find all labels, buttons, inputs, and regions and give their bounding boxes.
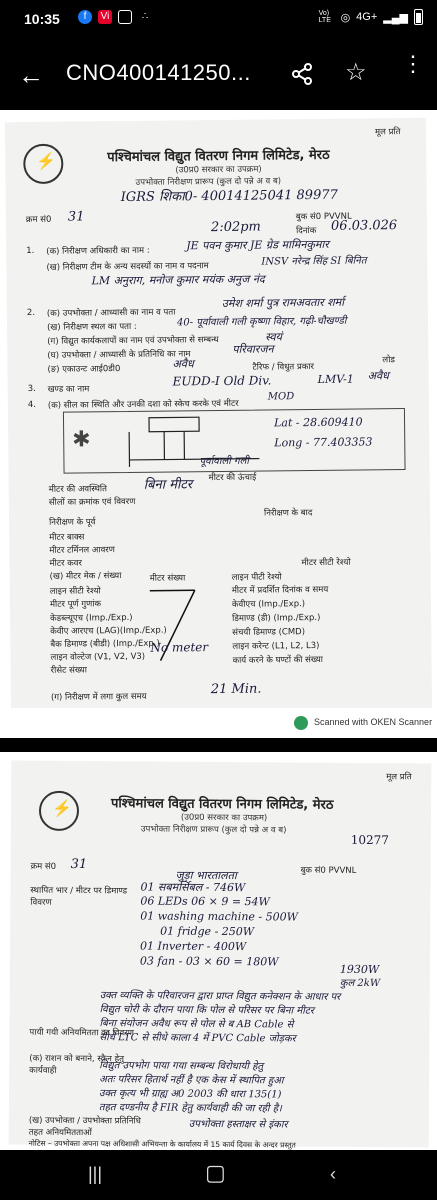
scanned-form-page-2 [9, 761, 432, 1148]
list-item: 01 washing machine - 500W [140, 909, 299, 924]
form-subtitle: उपभोक्ता निरीक्षण प्रारूप (कुल दो पन्ने अ व ब) [140, 824, 287, 836]
q7b-label: कार्यवाही [29, 1065, 57, 1076]
list-item: 01 fridge - 250W [160, 924, 255, 939]
before-label: निरीक्षण के पूर्व [49, 517, 96, 528]
row-value: LM अनुराग, मनोज कुमार मयंक अनुज नंद [91, 272, 265, 288]
no-meter-note: No meter [150, 640, 209, 655]
tariff-value: LMV-1 [317, 372, 354, 386]
document-page-2 [0, 752, 437, 1150]
hotspot-icon: ◎ [340, 11, 351, 24]
facebook-icon: f [78, 10, 92, 24]
meter-field: लाइन पीटी रेश्यो [231, 572, 282, 583]
back-nav-icon[interactable]: ‹ [330, 1164, 336, 1184]
meter-field: डिमाण्ड (डी) (Imp./Exp.) [232, 612, 321, 624]
after-label: निरीक्षण के बाद [263, 508, 313, 519]
meter-height-label: मीटर की ऊंचाई [208, 472, 257, 484]
serial-label: क्रम सं0 [30, 861, 57, 872]
seal-detail-label: सीलों का क्रमांक एवं विवरण [48, 496, 136, 508]
share-icon[interactable] [290, 62, 314, 86]
q7-label: (क) राशन को बनाने, स्कैन हेतु [29, 1053, 124, 1065]
load-list [140, 879, 381, 971]
meter-field: केडब्ल्यूएच (Imp./Exp.) [50, 612, 133, 624]
q8-label: (ख) उपभोक्ता / उपभोक्ता प्रतिनिधि [28, 1115, 141, 1127]
scanned-form-page-1 [5, 118, 432, 718]
book-label: बुक सं0 PVVNL [295, 211, 352, 223]
more-notifications-icon: ∴ [141, 11, 149, 22]
notification-icons [78, 10, 152, 24]
meter-location-label: मीटर की अवस्थिति [48, 484, 108, 495]
meter-field: बैक डिमाण्ड (बीडी) (Imp./Exp.) [50, 638, 160, 650]
row-label: (घ) उपभोक्ता / आध्यासी के प्रतिनिधि का नाम [47, 349, 191, 361]
org-subtitle: (उ0प्र0 सरकार का उपक्रम) [180, 812, 268, 824]
row-value: JE पवन कुमार JE ग्रेड मामिनकुमार [186, 237, 329, 253]
document-title: CNO400141250... [66, 60, 251, 85]
meter-field: लाइन करेन्ट (L1, L2, L3) [232, 640, 320, 652]
row-value: स्वयं [265, 330, 283, 344]
meter-field: संचयी डिमाण्ड (CMD) [232, 627, 306, 638]
document-page-1 [0, 110, 437, 738]
action-paragraph [99, 1057, 424, 1115]
row-num: 2. [26, 307, 36, 319]
finding-line: बिना संयोजन अवैध रूप से पोल से ब AB Cable से [99, 1018, 294, 1031]
load-heading: जुड़ा भारतालता [175, 868, 237, 883]
vi-app-icon: Vi [98, 10, 112, 24]
signal-icon: ▂▄▆ [383, 11, 408, 24]
row-label: खण्ड का नाम [47, 384, 90, 395]
app-toolbar [0, 40, 437, 110]
q6-label: पायी गयी अनियमितता का विवरण [29, 1027, 134, 1039]
load-total: 1930W [339, 962, 380, 977]
org-subtitle: (उ0प्र0 सरकार का उपक्रम) [175, 164, 262, 176]
row-label: (ङ) एकाउन्ट आई0डी0 [47, 364, 121, 375]
meter-location-value: बिना मीटर [143, 477, 193, 493]
load-value: अवैध [367, 369, 389, 383]
q5b-label: विवरण [30, 897, 52, 908]
pvvnl-logo-icon [39, 791, 79, 831]
finding-line: सीधे LTC से सीधे काला 4 में PVC Cable जोड़कर [99, 1032, 296, 1045]
star-outline-icon[interactable]: ☆ [345, 59, 367, 86]
meter-field: (ख) मीटर मेक / संख्या [49, 571, 122, 582]
row-label: (ग) विद्युत कार्यकलापों का नाम एवं उपभोक्ता से सम्बन्ध [47, 334, 219, 347]
meter-field: मीटर पूर्ण गुणांक [49, 599, 102, 610]
meter-field: लाइन वोल्टेज (V1, V2, V3) [50, 651, 146, 663]
status-bar [0, 0, 437, 40]
recent-apps-icon[interactable]: ||| [88, 1164, 103, 1184]
list-item: 03 fan - 03 × 60 = 180W [139, 954, 279, 969]
status-right [319, 9, 423, 25]
row-label: (क) सील का स्थिति और उनकी दशा को स्केच करके एवं मीटर [47, 398, 239, 411]
system-nav-bar [0, 1150, 437, 1200]
row-value: 40- पूर्वावाली गली कृष्णा विहार, गढ़ी-चौखण्डी [176, 315, 347, 329]
network-type: 4G+ [356, 11, 378, 23]
corner-label: मूल प्रति [386, 772, 412, 783]
load-label: लोड [382, 355, 395, 366]
total-time-label: (ग) निरीक्षण में लगा कुल समय [50, 691, 147, 703]
action-line: अतः परिसर हितार्थ नहीं है एक केस में स्थापित हुआ [99, 1074, 284, 1087]
sketch-lat: Lat - 28.609410 [273, 415, 363, 430]
battery-icon [414, 9, 423, 25]
load-total-kw: कुल 2kW [339, 977, 381, 990]
action-line: तहत दण्डनीय है FIR हेतु कार्यवाही की जा रही है। [98, 1102, 282, 1115]
meter-field: केवीए आरएच (LAG)(Imp./Exp.) [50, 625, 167, 637]
serial-value: 31 [70, 856, 88, 873]
row-value: उमेश शर्मा पुत्र रामअवतार शर्मा [221, 295, 345, 310]
meter-field: रीसेट संख्या [50, 665, 87, 676]
date-label: दिनांक [295, 225, 317, 237]
row-value: अवैध [172, 357, 194, 371]
meter-field: मीटर कवर [49, 558, 83, 569]
finding-paragraph [99, 987, 419, 1045]
igrs-number: IGRS शिका0- 40014125041 89977 [120, 187, 338, 206]
meter-field: मीटर बाक्स [49, 532, 85, 543]
sketch-long: Long - 77.403353 [274, 435, 373, 450]
row-label: (ख) निरीक्षण स्थल का पता : [46, 321, 137, 333]
meter-field: मीटर में प्रदर्शित दिनांक व समय [231, 584, 329, 596]
meter-field: लाइन सीटी रेश्यो [49, 586, 101, 597]
inspection-time: 2:02pm [210, 219, 261, 236]
signature-note: उपभोक्ता हस्ताक्षर से इंकार [188, 1118, 288, 1131]
org-title: पश्चिमांचल विद्युत वितरण निगम लिमिटेड, मेरठ [107, 147, 330, 166]
book-label: बुक सं0 PVVNL [300, 865, 357, 876]
row-value: परिवारजन [232, 342, 274, 356]
q8b-label: तहत अनियमितताओं [28, 1127, 92, 1139]
scanner-watermark [0, 708, 437, 738]
tariff-label: टैरिफ / विधुत प्रकार [252, 361, 315, 373]
sketch-star-icon: ✱ [72, 426, 91, 452]
row-num: 3. [27, 383, 36, 394]
meter-field: केवीएच (Imp./Exp.) [231, 599, 306, 610]
form-subtitle: उपभोक्ता निरीक्षण प्रारूप (कुल दो पन्ने अ व ब) [135, 176, 282, 188]
finding-line: विद्युत चोरी के दौरान पाया कि पोल से परिसर पर बिना मीटर [99, 1004, 315, 1017]
meter-field: कार्य करने के घण्टों की संख्या [232, 654, 324, 666]
pvvnl-logo-icon [23, 144, 63, 184]
meter-field: मीटर सीटी रेश्यो [301, 557, 351, 569]
finding-line: उक्त व्यक्ति के परिवारजन द्वारा प्राप्त विद्युत कनेक्शन के आधार पर [99, 990, 341, 1003]
action-line: विद्युत उपभोग पाया गया सम्बन्ध विरोधायी हेतु [99, 1060, 264, 1073]
right-meter-fields [231, 556, 422, 669]
row-value: INSV नरेन्द्र सिंह SI बिनित [261, 255, 367, 268]
row-value: MOD [267, 391, 295, 403]
serial-value: 31 [67, 209, 85, 225]
q5-label: स्थापित भार / मीटर पर डिमाण्ड [30, 885, 128, 897]
serial-label: क्रम सं0 [25, 214, 52, 226]
arrow-left-icon[interactable]: ← [18, 60, 44, 90]
list-item: 06 LEDs 06 × 9 = 54W [140, 894, 270, 909]
more-vert-icon[interactable]: ⋮ [402, 51, 424, 76]
home-icon[interactable]: ▢ [205, 1160, 226, 1185]
form-number: 10277 [350, 832, 390, 848]
meter-number-label: मीटर संख्या [149, 573, 186, 584]
row-num: 1. [26, 245, 35, 257]
row-label: (ख) निरीक्षण टीम के अन्य सदस्यों का नाम व पदनाम [46, 261, 209, 273]
meter-field: मीटर टर्मिनल आवरण [49, 545, 115, 556]
row-label: (क) निरीक्षण अधिकारी का नाम : [46, 245, 150, 257]
status-time: 10:35 [24, 11, 60, 27]
volte-label: Vo) LTE [318, 10, 331, 24]
org-title: पश्चिमांचल विद्युत वितरण निगम लिमिटेड, मेरठ [110, 796, 334, 813]
oken-scanner-icon [294, 716, 308, 730]
corner-label: मूल प्रति [374, 127, 401, 138]
date-value: 06.03.026 [330, 218, 398, 234]
notice-text: नोटिस – उपभोक्ता अपना पक्ष अधिशासी अभियन्ता के कार्यालय में 15 कार्य दिवस के अन्दर प्रस्तुत [28, 1138, 296, 1150]
total-time-value: 21 Min. [210, 681, 262, 698]
seal-sketch-box [63, 408, 406, 474]
list-item: 01 सबमर्सिबल - 746W [140, 880, 246, 895]
row-value: EUDD-I Old Div. [172, 373, 272, 389]
list-item: 01 Inverter - 400W [140, 939, 247, 954]
sketch-caption: पूर्वावाली गली [199, 455, 250, 468]
row-label: (क) उपभोक्ता / आध्यासी का नाम व पता [46, 307, 176, 319]
row-num: 4. [27, 399, 37, 410]
scanner-label: Scanned with OKEN Scanner [314, 717, 433, 727]
app-notification-icon [118, 10, 132, 24]
action-line: उक्त कृत्य भी ग्राह्य अ0 2003 की धारा 135(1) [98, 1088, 282, 1101]
